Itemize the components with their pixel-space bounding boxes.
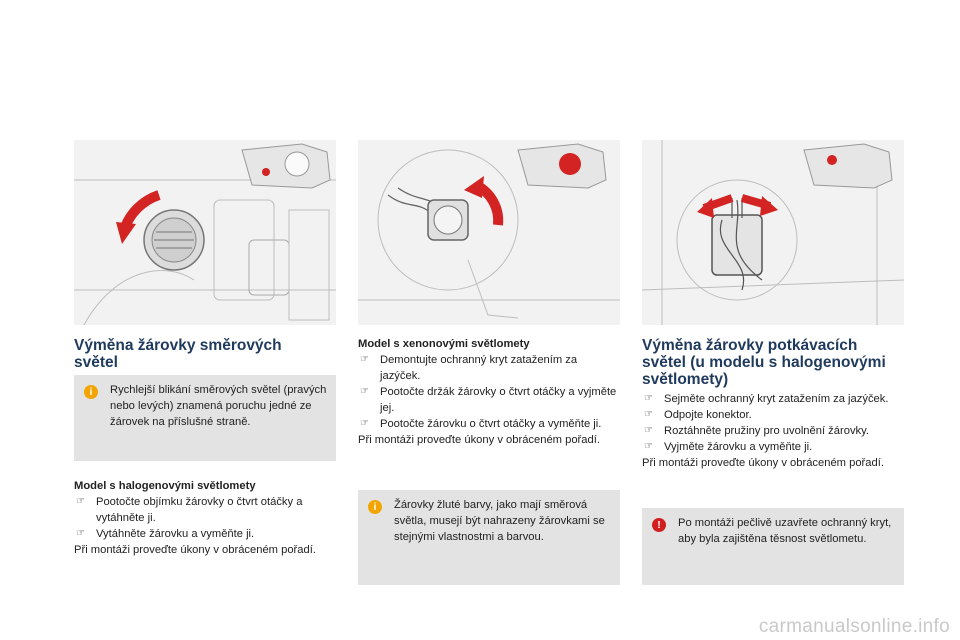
info-icon: i xyxy=(368,500,382,514)
section-xenon xyxy=(358,336,620,448)
pointing-hand-icon: ☞ xyxy=(644,425,653,436)
info-text-xenon: Žárovky žluté barvy, jako mají směrová světla, musejí být nahrazeny žárovkami se stejnými vlastnostmi a barvou. xyxy=(394,499,605,543)
list-item: ☞ Sejměte ochranný kryt zatažením za jazýček. xyxy=(644,393,889,405)
illustration-low-beam-bulb xyxy=(642,140,904,325)
steps-list xyxy=(642,391,904,455)
info-box-turn-signal xyxy=(74,375,336,461)
list-item: ☞ Vytáhněte žárovku a vyměňte ji. xyxy=(76,528,255,540)
list-item: ☞ Roztáhněte pružiny pro uvolnění žárovky. xyxy=(644,425,870,437)
list-item: ☞ Odpojte konektor. xyxy=(644,409,752,421)
pointing-hand-icon: ☞ xyxy=(644,409,653,420)
heading-low-beam: Výměna žárovky potkávacích světel (u modelu s halogenovými světlomety) xyxy=(642,337,886,388)
warning-icon: ! xyxy=(652,518,666,532)
pointing-hand-icon: ☞ xyxy=(644,393,653,404)
pointing-hand-icon: ☞ xyxy=(360,386,369,397)
heading-turn-signal: Výměna žárovky směrových světel xyxy=(74,337,282,371)
warning-box-low-beam xyxy=(642,508,904,585)
list-item: ☞ Pootočte držák žárovky o čtvrt otáčky a vyjměte jej. xyxy=(360,386,617,414)
closing-note: Při montáži proveďte úkony v obráceném pořadí. xyxy=(358,434,600,446)
steps-list xyxy=(358,352,620,432)
pointing-hand-icon: ☞ xyxy=(76,496,85,507)
pointing-hand-icon: ☞ xyxy=(360,354,369,365)
subheading-halogen: Model s halogenovými světlomety xyxy=(74,480,256,492)
closing-note: Při montáži proveďte úkony v obráceném pořadí. xyxy=(74,544,316,556)
list-item: ☞ Vyjměte žárovku a vyměňte ji. xyxy=(644,441,813,453)
info-icon: i xyxy=(84,385,98,399)
list-item: ☞ Pootočte žárovku o čtvrt otáčky a vyměňte ji. xyxy=(360,418,602,430)
pointing-hand-icon: ☞ xyxy=(644,441,653,452)
info-box-xenon xyxy=(358,490,620,585)
illustration-turn-signal-bulb xyxy=(74,140,336,325)
subheading-xenon: Model s xenonovými světlomety xyxy=(358,338,530,350)
watermark: carmanualsonline.info xyxy=(758,616,950,637)
info-text-turn-signal: Rychlejší blikání směrových světel (pravých nebo levých) znamená poruchu jedné ze žárovek na příslušné straně. xyxy=(110,384,327,428)
pointing-hand-icon: ☞ xyxy=(76,528,85,539)
illustration-xenon-bulb xyxy=(358,140,620,325)
warning-text-low-beam: Po montáži pečlivě uzavřete ochranný kryt, aby byla zajištěna těsnost světlometu. xyxy=(678,517,892,545)
section-halogen-turn-signal xyxy=(74,478,336,558)
section-low-beam xyxy=(642,391,904,471)
pointing-hand-icon: ☞ xyxy=(360,418,369,429)
list-item: ☞ Pootočte objímku žárovky o čtvrt otáčky a vytáhněte ji. xyxy=(76,496,303,524)
steps-list xyxy=(74,494,336,542)
list-item: ☞ Demontujte ochranný kryt zatažením za jazýček. xyxy=(360,354,578,382)
closing-note: Při montáži proveďte úkony v obráceném pořadí. xyxy=(642,457,884,469)
